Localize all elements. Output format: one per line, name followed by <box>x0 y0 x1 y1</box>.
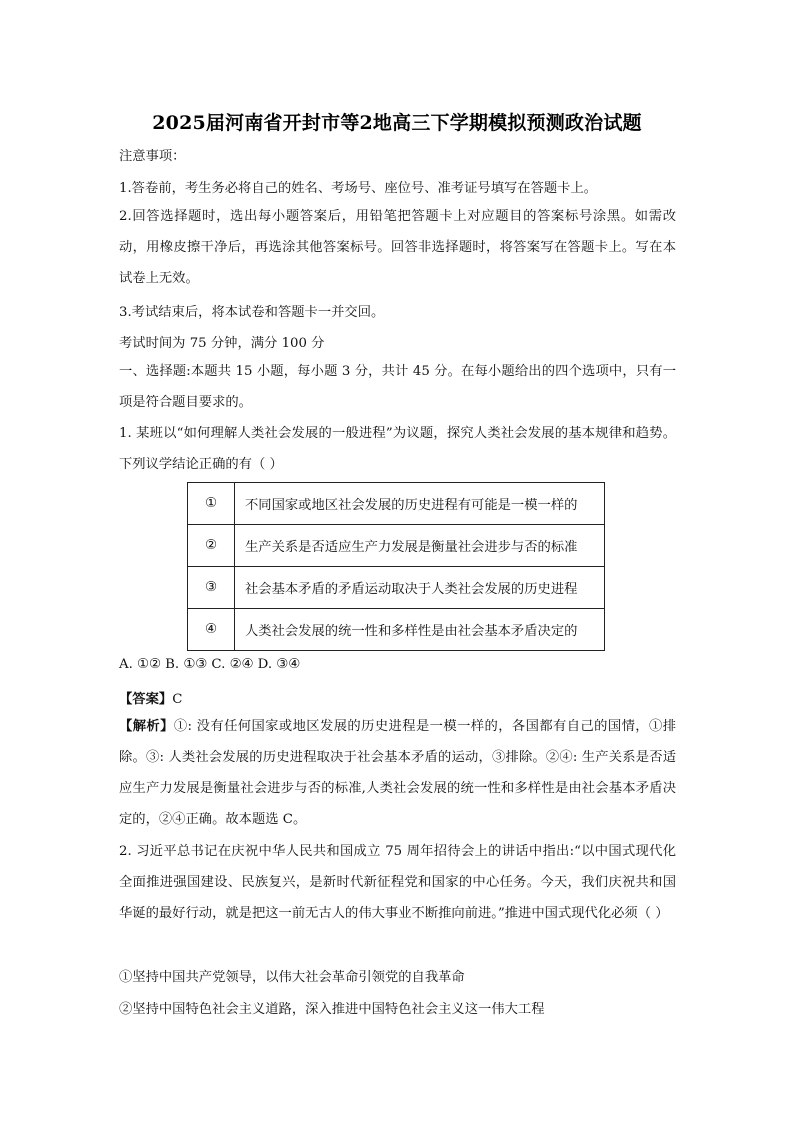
notice-item-2: 2.回答选择题时，选出每小题答案后，用铅笔把答题卡上对应题目的答案标号涂黑。如需改动，用橡皮擦干净后，再选涂其他答案标号。回答非选择题时，将答案写在答题卡上。写在本试卷上无效。 <box>119 209 676 286</box>
question-1-choices: A. ①② B. ①③ C. ②④ D. ③④ <box>119 657 301 672</box>
question-1-statement-table <box>187 482 605 651</box>
notice-heading: 注意事项： <box>119 149 186 164</box>
table-row <box>188 483 605 525</box>
answer-label: 【答案】 <box>119 692 173 707</box>
statement-number: ① <box>188 483 235 525</box>
question-1-analysis <box>119 711 676 835</box>
table-row <box>188 567 605 609</box>
table-row <box>188 609 605 651</box>
statement-number: ④ <box>188 609 235 651</box>
question-1-stem: 1. 某班以“如何理解人类社会发展的一般进程”为议题，探究人类社会发展的基本规律和趋势。下列议学结论正确的有（ ） <box>119 426 676 472</box>
statement-text: 生产关系是否适应生产力发展是衡量社会进步与否的标准 <box>235 525 605 567</box>
question-2-stem: 2. 习近平总书记在庆祝中华人民共和国成立 75 周年招待会上的讲话中指出:“以中国式现代化全面推进强国建设、民族复兴，是新时代新征程党和国家的中心任务。今天，我们庆祝共和国华诞的最好行动，就是把这一前无古人的伟大事业不断推向前进。”推进中国式现代化必须（ ） <box>119 844 676 921</box>
section-intro: 一、选择题:本题共 15 小题，每小题 3 分，共计 45 分。在每小题给出的四个选项中，只有一项是符合题目要求的。 <box>119 364 676 410</box>
question-2-option-1: ①坚持中国共产党领导，以伟大社会革命引领党的自我革命 <box>119 970 465 985</box>
analysis-text: ①: 没有任何国家或地区发展的历史进程是一模一样的，各国都有自己的国情，①排除。③: 人类社会发展的历史进程取决于社会基本矛盾的运动，③排除。②④: 生产关系是否适应生产力发展是衡量社会进步与否的标准,人类社会发展的统一性和多样性是由社会基本矛盾决定的，②④正确。故本题选 C。 <box>119 719 676 827</box>
analysis-label: 【解析】 <box>119 719 174 734</box>
statement-text: 不同国家或地区社会发展的历史进程有可能是一模一样的 <box>235 483 605 525</box>
statement-text: 人类社会发展的统一性和多样性是由社会基本矛盾决定的 <box>235 609 605 651</box>
answer-value: C <box>172 692 183 707</box>
page-title: 2025届河南省开封市等2地高三下学期模拟预测政治试题 <box>152 112 642 134</box>
notice-item-3: 3.考试结束后，将本试卷和答题卡一并交回。 <box>119 305 385 320</box>
statement-number: ② <box>188 525 235 567</box>
table-row <box>188 525 605 567</box>
question-2-option-2: ②坚持中国特色社会主义道路，深入推进中国特色社会主义这一伟大工程 <box>119 1002 545 1017</box>
question-1-answer <box>119 688 676 707</box>
statement-number: ③ <box>188 567 235 609</box>
statement-text: 社会基本矛盾的矛盾运动取决于人类社会发展的历史进程 <box>235 567 605 609</box>
exam-time: 考试时间为 75 分钟，满分 100 分 <box>119 336 325 351</box>
notice-item-1: 1.答卷前，考生务必将自己的姓名、考场号、座位号、准考证号填写在答题卡上。 <box>119 181 598 196</box>
